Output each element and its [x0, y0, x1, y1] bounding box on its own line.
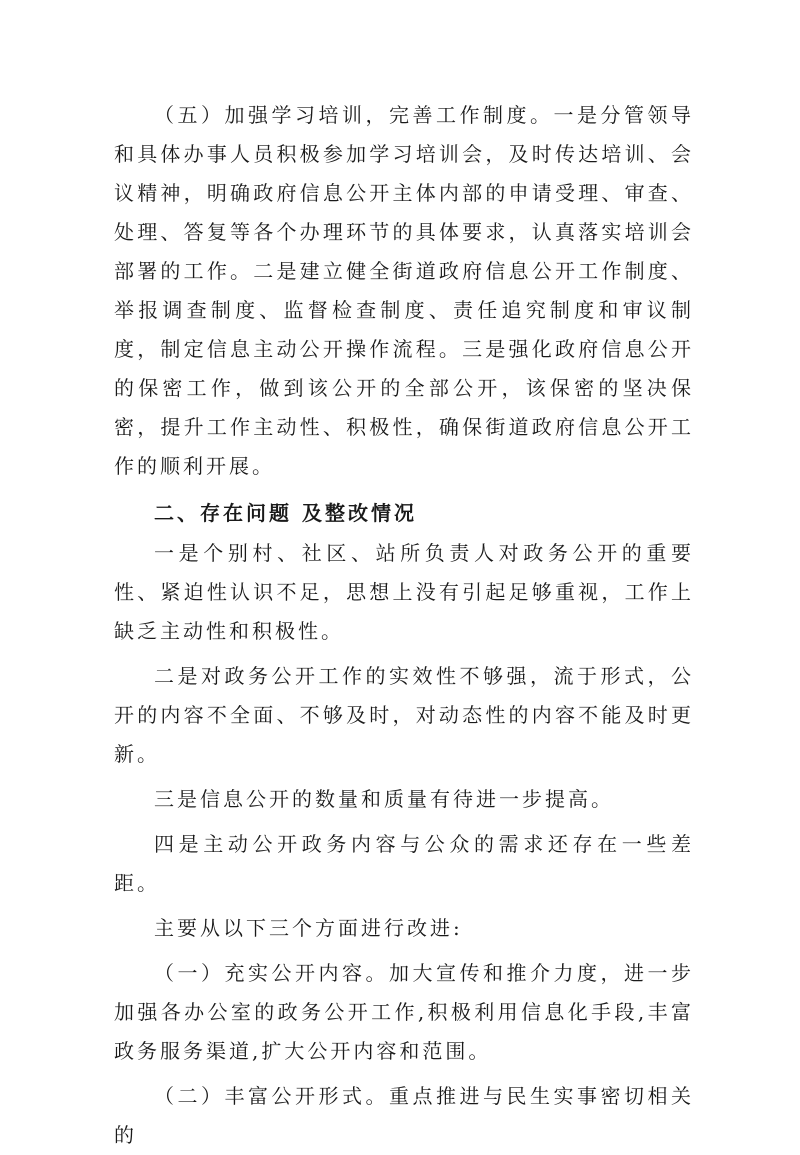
paragraph-improvement-1: （一）充实公开内容。加大宣传和推介力度，进一步加强各办公室的政务公开工作,积极利用信息化手段,丰富政务服务渠道,扩大公开内容和范围。: [114, 961, 694, 1063]
paragraph-problem-4: 四是主动公开政务内容与公众的需求还存在一些差距。: [114, 832, 694, 895]
paragraph-problem-3: 三是信息公开的数量和质量有待进一步提高。: [154, 787, 614, 811]
section-heading-problems: 二、存在问题 及整改情况: [154, 501, 417, 525]
paragraph-problem-1: 一是个别村、社区、站所负责人对政务公开的重要性、紧迫性认识不足，思想上没有引起足够重视，工作上缺乏主动性和积极性。: [114, 541, 694, 643]
paragraph-improvement-2: （二）丰富公开形式。重点推进与民生实事密切相关的: [114, 1084, 694, 1147]
paragraph-strengthen-training: （五）加强学习培训，完善工作制度。一是分管领导和具体办事人员积极参加学习培训会，及时传达培训、会议精神，明确政府信息公开主体内部的申请受理、审查、处理、答复等各个办理环节的具体要求，认真落实培训会部署的工作。二是建立健全街道政府信息公开工作制度、举报调查制度、监督检查制度、责任追究制度和审议制度，制定信息主动公开操作流程。三是强化政府信息公开的保密工作，做到该公开的全部公开，该保密的坚决保密，提升工作主动性、积极性，确保街道政府信息公开工作的顺利开展。: [114, 103, 694, 478]
paragraph-problem-2: 二是对政务公开工作的实效性不够强，流于形式，公开的内容不全面、不够及时，对动态性的内容不能及时更新。: [114, 664, 694, 766]
paragraph-improvement-intro: 主要从以下三个方面进行改进:: [154, 916, 463, 940]
document-body: [114, 96, 694, 1155]
